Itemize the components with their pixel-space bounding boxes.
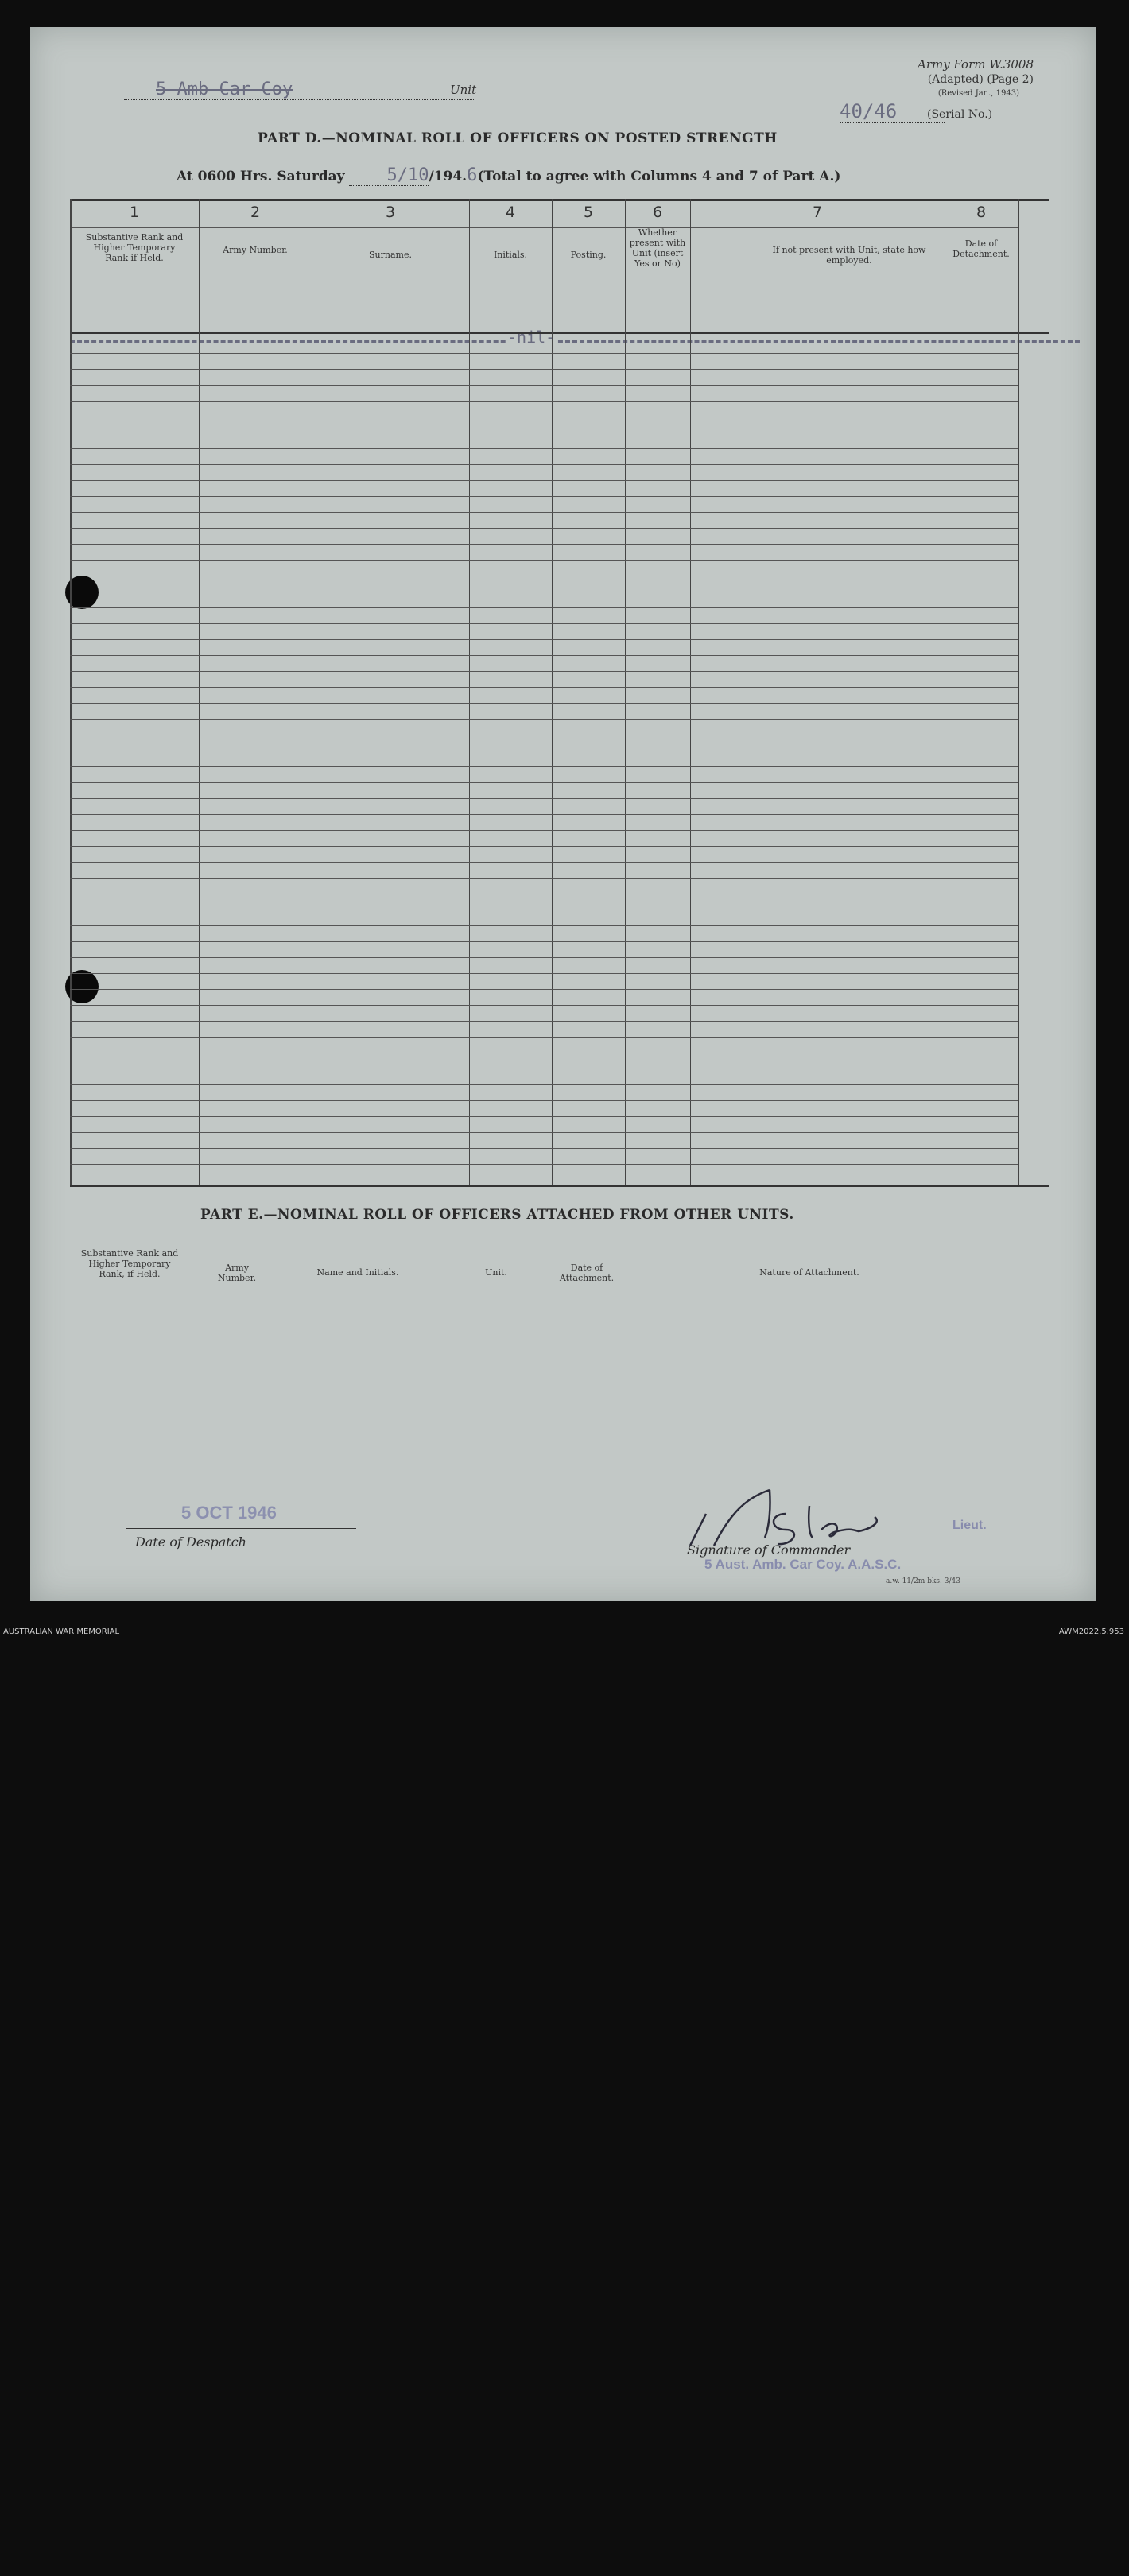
archive-footer [0,1627,1129,1639]
col-title-8: Date of Detachment. [952,239,1010,259]
col-title-2: Army Number. [223,245,288,255]
e-col-title-6: Nature of Attachment. [759,1267,859,1278]
grid-row-rule [70,973,1018,974]
grid-row-rule [70,719,1018,720]
grid-row-rule [70,862,1018,863]
col-num-6: 6 [652,204,663,221]
grid-row-rule [70,1116,1018,1117]
grid-row-rule [70,925,1018,926]
grid-row-rule [70,607,1018,608]
grid-row-rule [70,1148,1018,1149]
army-form-label: Army Form W.3008 [918,57,1034,72]
col-num-8: 8 [976,204,987,221]
nil-dash-line [70,340,1080,343]
date-value: 5/10 [349,165,429,186]
year-prefix: /194. [429,169,468,184]
grid-row-rule [70,1084,1018,1085]
grid-e-col-rule [70,2353,1049,2576]
archive-right: AWM2022.5.953 [1058,1627,1124,1636]
col-title-5: Posting. [570,250,607,260]
grid-row-rule [70,560,1018,561]
grid-row-rule [70,528,1018,529]
at-line [177,165,840,186]
col-num-5: 5 [583,204,594,221]
archive-left: AUSTRALIAN WAR MEMORIAL [3,1627,120,1636]
year-digit: 6 [467,165,478,185]
stamp-unit: 5 Aust. Amb. Car Coy. A.A.S.C. [704,1557,902,1572]
at-prefix: At 0600 Hrs. Saturday [177,169,345,184]
grid-row-rule [70,353,1018,354]
grid-bottom-rule [70,1185,1049,1187]
grid-row-rule [70,989,1018,990]
stamp-rank: Lieut. [952,1519,987,1532]
grid-row-rule [70,878,1018,879]
nil-entry: -nil- [507,328,556,347]
col-title-1: Substantive Rank and Higher Temporary Rank if Held. [85,232,184,263]
col-num-1: 1 [129,204,140,221]
grid-row-rule [70,448,1018,449]
revised-label: (Revised Jan., 1943) [937,89,1019,98]
grid-row-rule [70,798,1018,799]
at-suffix: (Total to agree with Columns 4 and 7 of Part A.) [477,169,841,184]
grid-row-rule [70,480,1018,481]
grid-row-rule [70,957,1018,958]
part-e-title: PART E.—NOMINAL ROLL OF OFFICERS ATTACHED FROM OTHER UNITS. [200,1207,794,1223]
grid-row-rule [70,687,1018,688]
grid-row-rule [70,623,1018,624]
grid-row-rule [70,512,1018,513]
form-sheet [30,27,1096,1601]
grid-row-rule [70,1164,1018,1165]
col-title-3: Surname. [369,250,412,260]
col-num-7: 7 [812,204,823,221]
grid-row-rule [70,846,1018,847]
despatch-stamp: 5 OCT 1946 [181,1503,277,1523]
despatch-line [126,1528,356,1529]
printer-note: a.w. 11/2m bks. 3/43 [886,1577,960,1585]
col-num-2: 2 [250,204,261,221]
grid-col-rule [1018,199,1019,1185]
grid-row-rule [70,1100,1018,1101]
grid-e-col-rule [70,1686,1049,1908]
col-title-4: Initials. [493,250,528,260]
adapted-label: (Adapted) (Page 2) [927,73,1034,86]
commander-label: Signature of Commander [687,1542,851,1558]
grid-row-rule [70,1132,1018,1133]
grid-row-rule [70,814,1018,815]
e-col-title-2: Army Number. [217,1263,257,1283]
grid-e-col-rule [70,2131,1049,2353]
grid-row-rule [70,639,1018,640]
part-d-title: PART D.—NOMINAL ROLL OF OFFICERS ON POSTED STRENGTH [258,130,778,146]
grid-row-rule [70,655,1018,656]
grid-row-rule [70,544,1018,545]
grid-row-rule [70,1021,1018,1022]
despatch-label: Date of Despatch [135,1534,246,1550]
serial-value: 40/46 [840,100,945,123]
e-col-title-3: Name and Initials. [316,1267,399,1278]
grid-e-col-rule [70,1908,1049,2131]
grid-row-rule [70,464,1018,465]
serial-label: (Serial No.) [927,108,993,121]
unit-label: Unit [450,83,477,97]
grid-row-rule [70,703,1018,704]
grid-row-rule [70,782,1018,783]
e-col-title-1: Substantive Rank and Higher Temporary Rank, if Held. [80,1248,179,1279]
grid-row-rule [70,401,1018,402]
grid-row-rule [70,1005,1018,1006]
grid-row-rule [70,941,1018,942]
grid-row-rule [70,496,1018,497]
unit-value: 5 Amb Car Coy [124,80,474,100]
col-title-7: If not present with Unit, state how employed. [772,245,926,266]
e-col-title-5: Date of Attachment. [559,1263,615,1283]
part-e-table [70,1240,1049,1463]
grid-row-rule [70,369,1018,370]
col-num-4: 4 [505,204,516,221]
grid-row-rule [70,385,1018,386]
grid-row-rule [70,671,1018,672]
grid-row-rule [70,830,1018,831]
grid-header-bottom-rule [70,332,1049,334]
grid-top-rule [70,199,1049,201]
grid-row-rule [70,766,1018,767]
col-title-6: Whether present with Unit (insert Yes or No) [629,227,686,269]
part-d-table [70,199,1049,1185]
grid-header-rule [70,227,1018,228]
grid-row-rule [70,1037,1018,1038]
col-num-3: 3 [385,204,396,221]
e-col-title-4: Unit. [485,1267,507,1278]
